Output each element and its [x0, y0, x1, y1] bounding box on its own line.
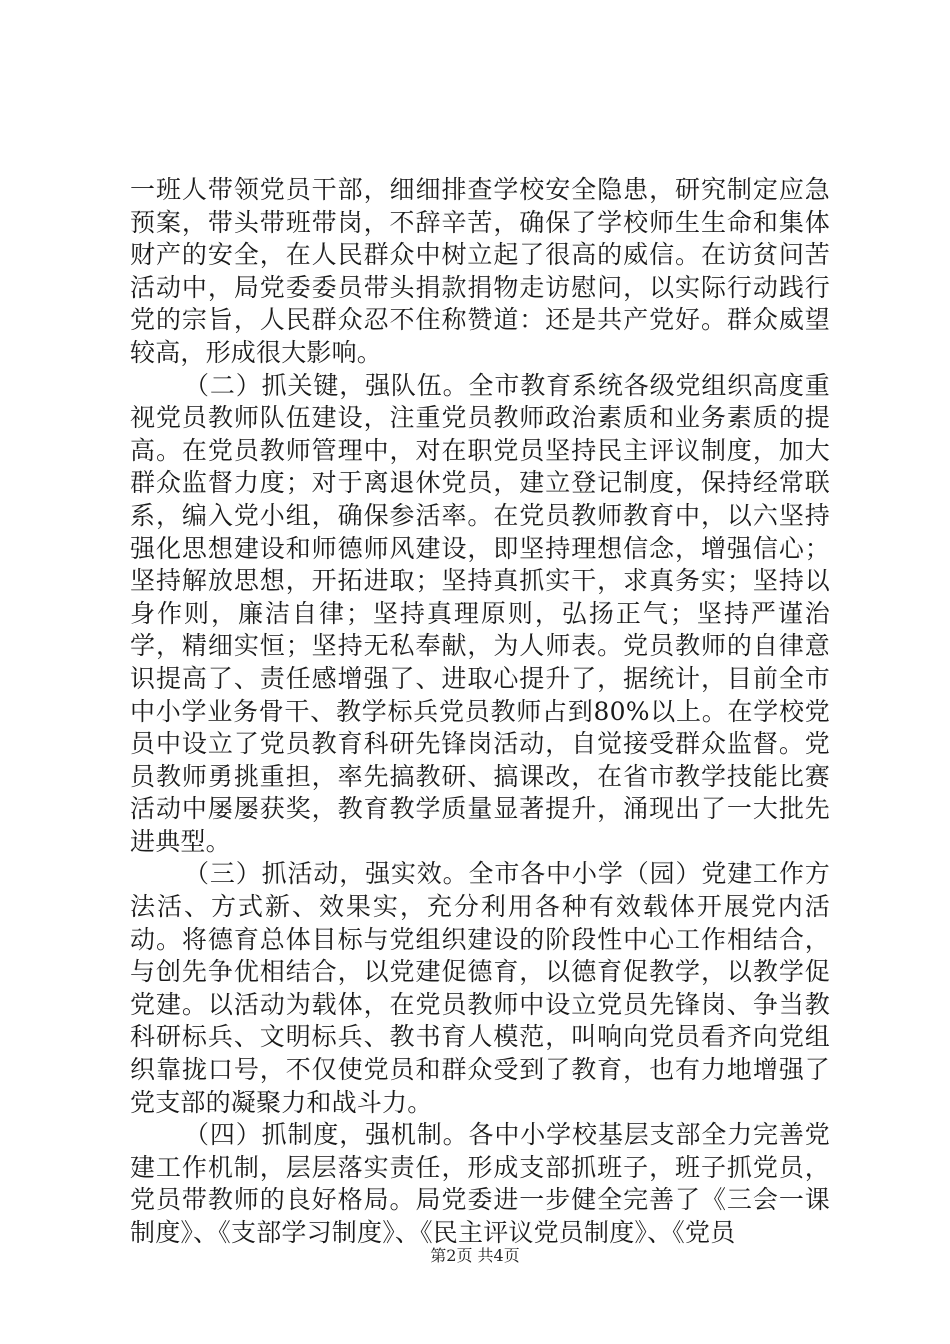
paragraph-section-2: （二）抓关键，强队伍。全市教育系统各级党组织高度重视党员教师队伍建设，注重党员教师政治素质和业务素质的提高。在党员教师管理中，对在职党员坚持民主评议制度，加大群众监督力度；对于离退休党员，建立登记制度，保持经常联系，编入党小组，确保参活率。在党员教师教育中，以六坚持强化思想建设和师德师风建设，即坚持理想信念，增强信心；坚持解放思想，开拓进取；坚持真抓实干，求真务实；坚持以身作则，廉洁自律；坚持真理原则，弘扬正气；坚持严谨治学，精细实恒；坚持无私奉献，为人师表。党员教师的自律意识提高了、责任感增强了、进取心提升了，据统计，目前全市中小学业务骨干、教学标兵党员教师占到80%以上。在学校党员中设立了党员教育科研先锋岗活动，自觉接受群众监督。党员教师勇挑重担，率先搞教研、搞课改，在省市教学技能比赛活动中屡屡获奖，教育教学质量显著提升，涌现出了一大批先进典型。: [130, 370, 830, 856]
paragraph-section-3: （三）抓活动，强实效。全市各中小学（园）党建工作方法活、方式新、效果实，充分利用各种有效载体开展党内活动。将德育总体目标与党组织建设的阶段性中心工作相结合，与创先争优相结合，以党建促德育，以德育促教学，以教学促党建。以活动为载体，在党员教师中设立党员先锋岗、争当教科研标兵、文明标兵、教书育人模范，叫响向党员看齐向党组织靠拢口号，不仅使党员和群众受到了教育，也有力地增强了党支部的凝聚力和战斗力。: [130, 859, 830, 1117]
document-body: [130, 174, 830, 1250]
paragraph-section-4: （四）抓制度，强机制。各中小学校基层支部全力完善党建工作机制，层层落实责任，形成支部抓班子，班子抓党员，党员带教师的良好格局。局党委进一步健全完善了《三会一课制度》、《支部学习制度》、《民主评议党员制度》、《党员: [130, 1120, 830, 1247]
page-footer: 第2页 共4页: [430, 1246, 520, 1265]
paragraph-continuation: 一班人带领党员干部，细细排查学校安全隐患，研究制定应急预案，带头带班带岗，不辞辛苦，确保了学校师生生命和集体财产的安全，在人民群众中树立起了很高的威信。在访贫问苦活动中，局党委委员带头捐款捐物走访慰问，以实际行动践行党的宗旨，人民群众忍不住称赞道：还是共产党好。群众威望较高，形成很大影响。: [130, 175, 830, 367]
